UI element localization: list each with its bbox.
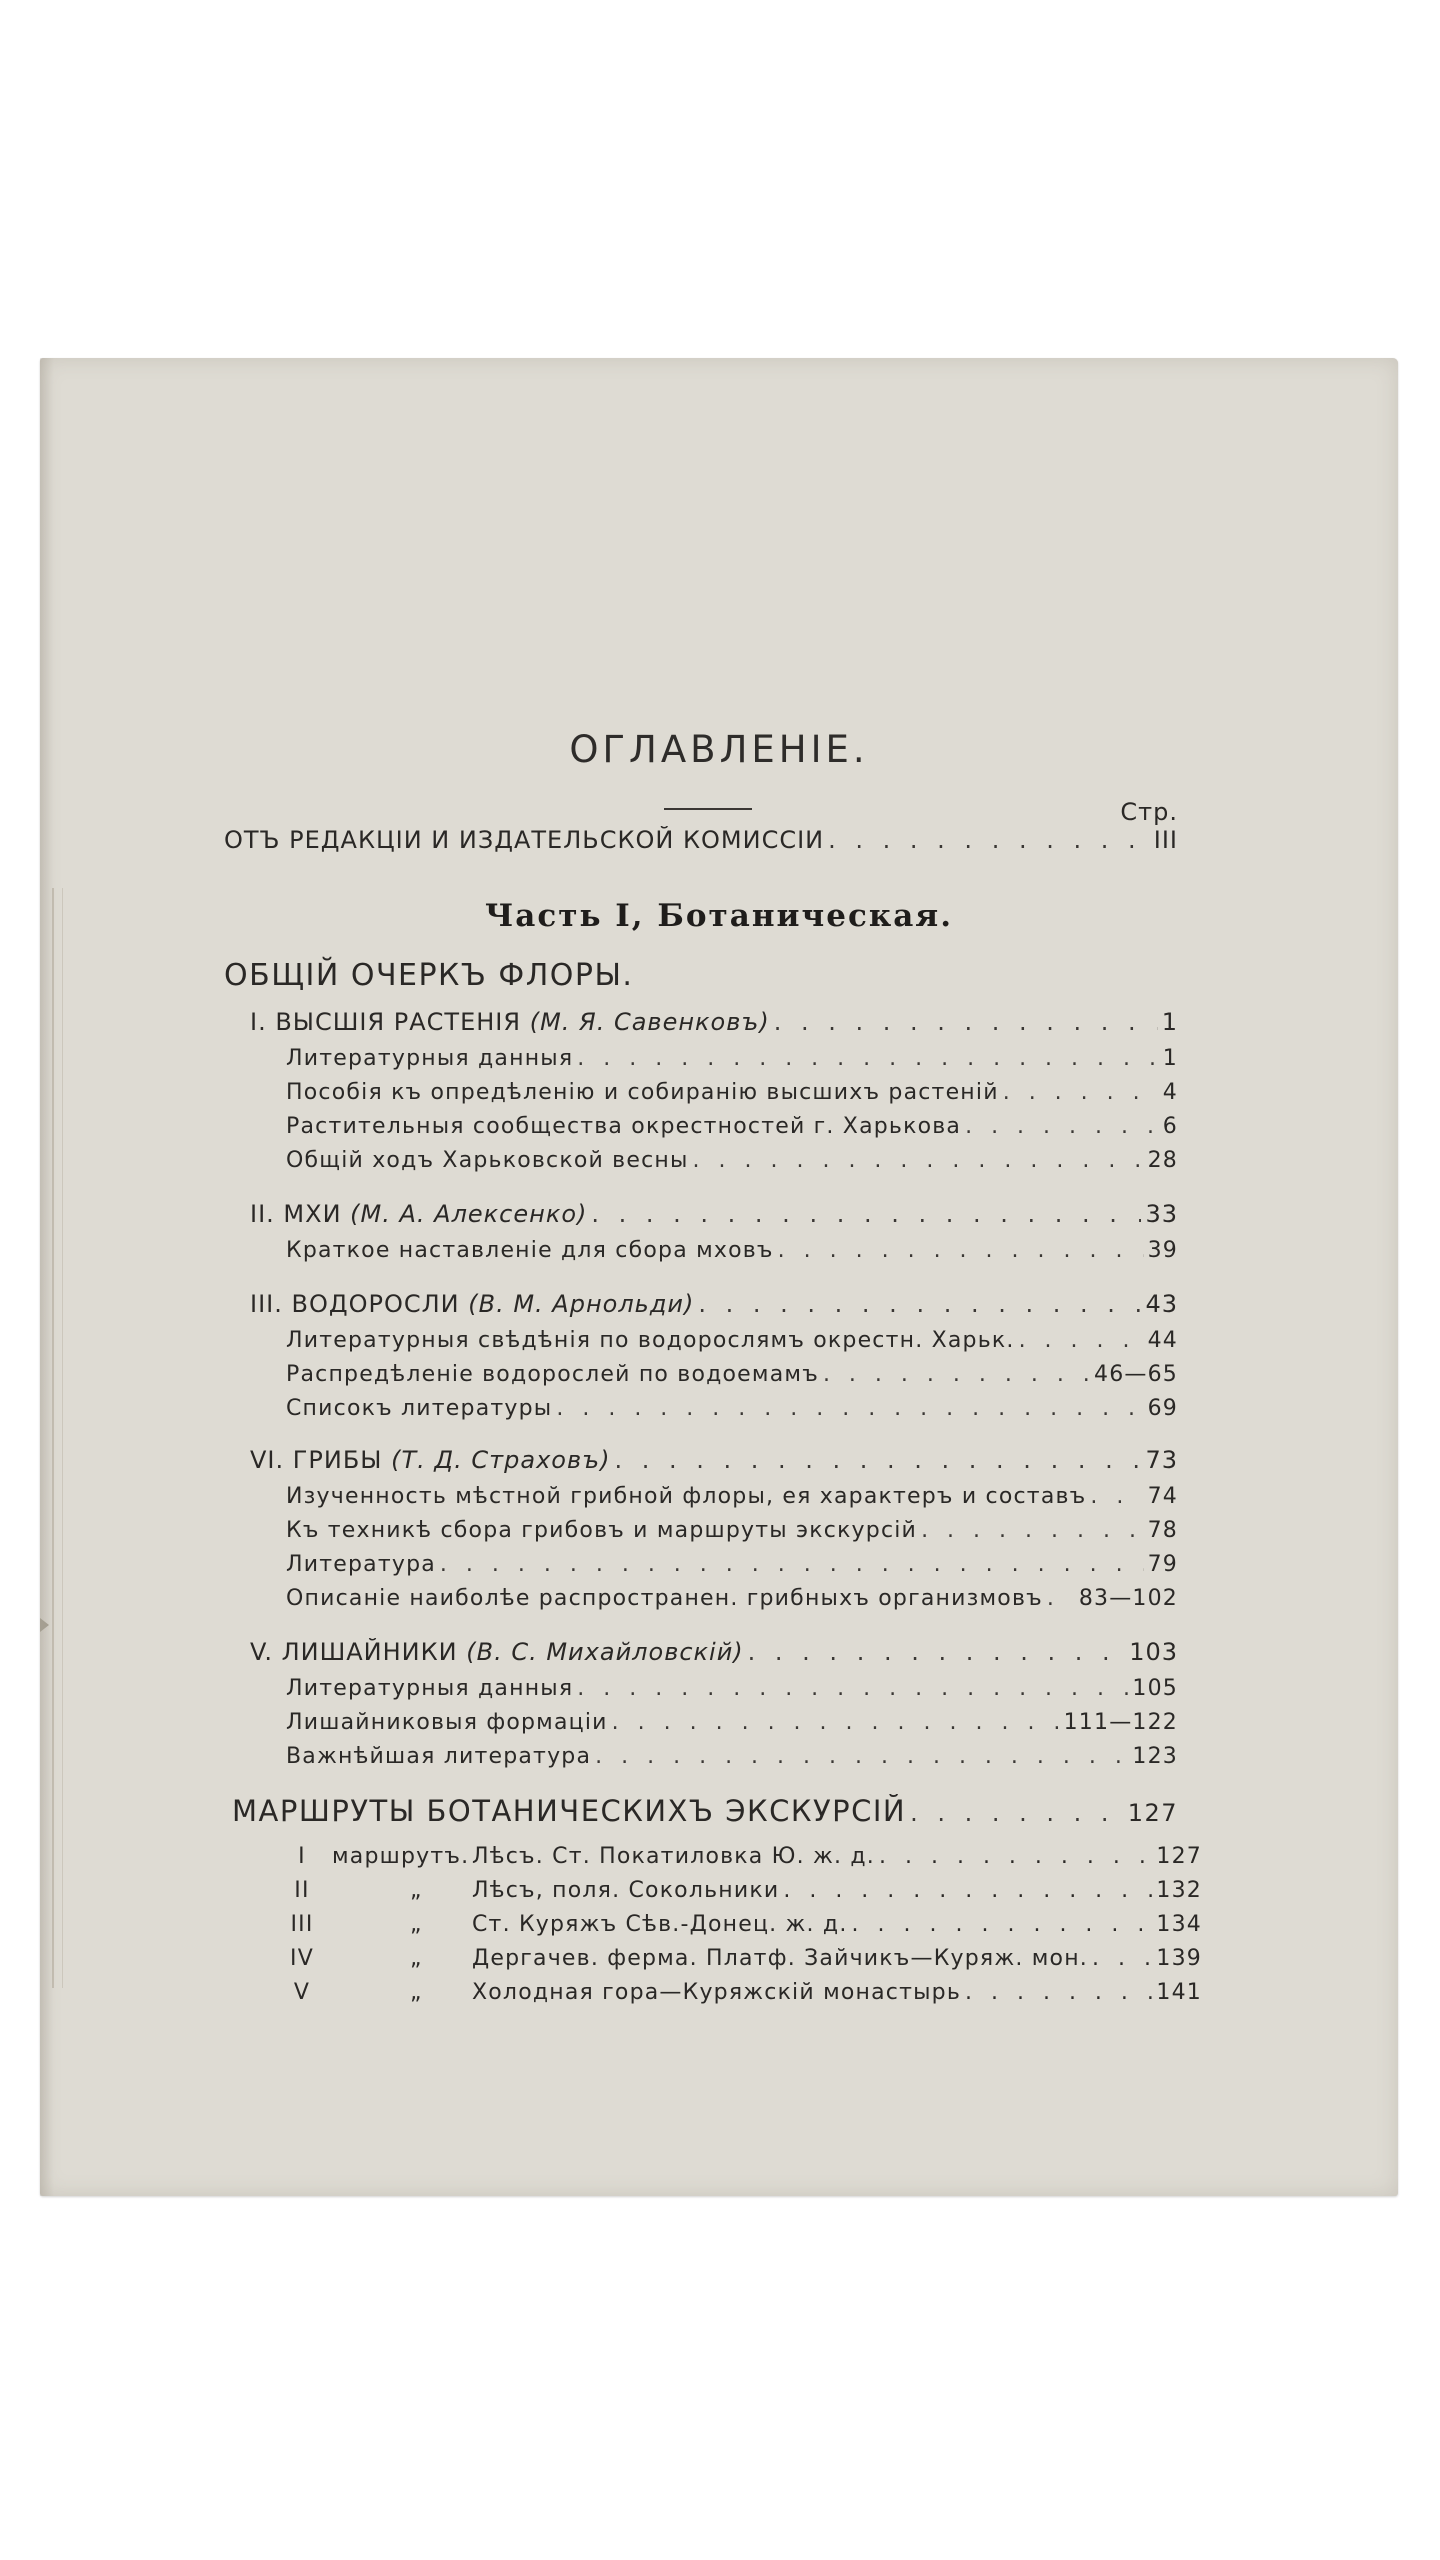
book-page — [40, 358, 1398, 2196]
toc-entry: Растительныя сообщества окрестностей г. Харькова . . . 6 — [286, 1114, 1178, 1139]
section-heading-routes: МАРШРУТЫ БОТАНИЧЕСКИХЪ ЭКСКУРСІЙ . . . 127 — [232, 1794, 1178, 1828]
part-heading: Часть I, Ботаническая. — [485, 898, 953, 934]
toc-entry-intro: ОТЪ РЕДАКЦІИ И ИЗДАТЕЛЬСКОЙ КОМИССІИ . . . III — [224, 826, 1178, 854]
toc-chapter-3: III. ВОДОРОСЛИ (В. М. Арнольди) . . . 43 — [250, 1290, 1178, 1318]
page-column-label: Стр. — [1120, 798, 1178, 826]
toc-entry: Къ техникѣ сбора грибовъ и маршруты экскурсій . . . 78 — [286, 1518, 1178, 1543]
toc-entry: Общій ходъ Харьковской весны . . . 28 — [286, 1148, 1178, 1173]
route-row: II „ Лѣсъ, поля. Сокольники . . . 132 — [272, 1878, 1202, 1903]
toc-entry: Описаніе наиболѣе распространен. грибныхъ организмовъ . . . 83—102 — [286, 1586, 1178, 1611]
binding-fold — [52, 888, 63, 1988]
route-row: I маршрутъ. Лѣсъ. Ст. Покатиловка Ю. ж. д. . . . 127 — [272, 1844, 1202, 1869]
section-heading-flora: ОБЩІЙ ОЧЕРКЪ ФЛОРЫ. — [224, 958, 634, 993]
toc-entry: Распредѣленіе водорослей по водоемамъ . . . 46—65 — [286, 1362, 1178, 1387]
toc-entry: Изученность мѣстной грибной флоры, ея характеръ и составъ . . . 74 — [286, 1484, 1178, 1509]
page-edge-nick — [40, 1618, 49, 1632]
route-row: V „ Холодная гора—Куряжскій монастырь . . . 141 — [272, 1980, 1202, 2005]
toc-chapter-4: VI. ГРИБЫ (Т. Д. Страховъ) . . . 73 — [250, 1446, 1178, 1474]
toc-entry: Важнѣйшая литература . . . 123 — [286, 1744, 1178, 1769]
title-rule — [664, 808, 752, 810]
toc-entry: Литература . . . 79 — [286, 1552, 1178, 1577]
toc-entry: Лишайниковыя формаціи . . . 111—122 — [286, 1710, 1178, 1735]
toc-entry: Литературныя данныя . . . 105 — [286, 1676, 1178, 1701]
toc-entry: Литературныя данныя . . . 1 — [286, 1046, 1178, 1071]
toc-entry: Списокъ литературы . . . 69 — [286, 1396, 1178, 1421]
toc-entry: Краткое наставленіе для сбора мховъ . . . 39 — [286, 1238, 1178, 1263]
toc-entry: Литературныя свѣдѣнія по водорослямъ окрестн. Харьк. . . . 44 — [286, 1328, 1178, 1353]
route-row: III „ Ст. Куряжъ Сѣв.-Донец. ж. д. . . . 134 — [272, 1912, 1202, 1937]
toc-chapter-2: II. МХИ (М. А. Алексенко) . . . 33 — [250, 1200, 1178, 1228]
toc-entry: Пособія къ опредѣленію и собиранію высшихъ растеній . . . 4 — [286, 1080, 1178, 1105]
route-row: IV „ Дергачев. ферма. Платф. Зайчикъ—Куряж. мон. . . . 139 — [272, 1946, 1202, 1971]
toc-chapter-5: V. ЛИШАЙНИКИ (В. С. Михайловскій) . . . 103 — [250, 1638, 1178, 1666]
toc-chapter-1: I. ВЫСШІЯ РАСТЕНІЯ (М. Я. Савенковъ) . . . 1 — [250, 1008, 1178, 1036]
toc-title: ОГЛАВЛЕНІЕ. — [569, 728, 869, 771]
